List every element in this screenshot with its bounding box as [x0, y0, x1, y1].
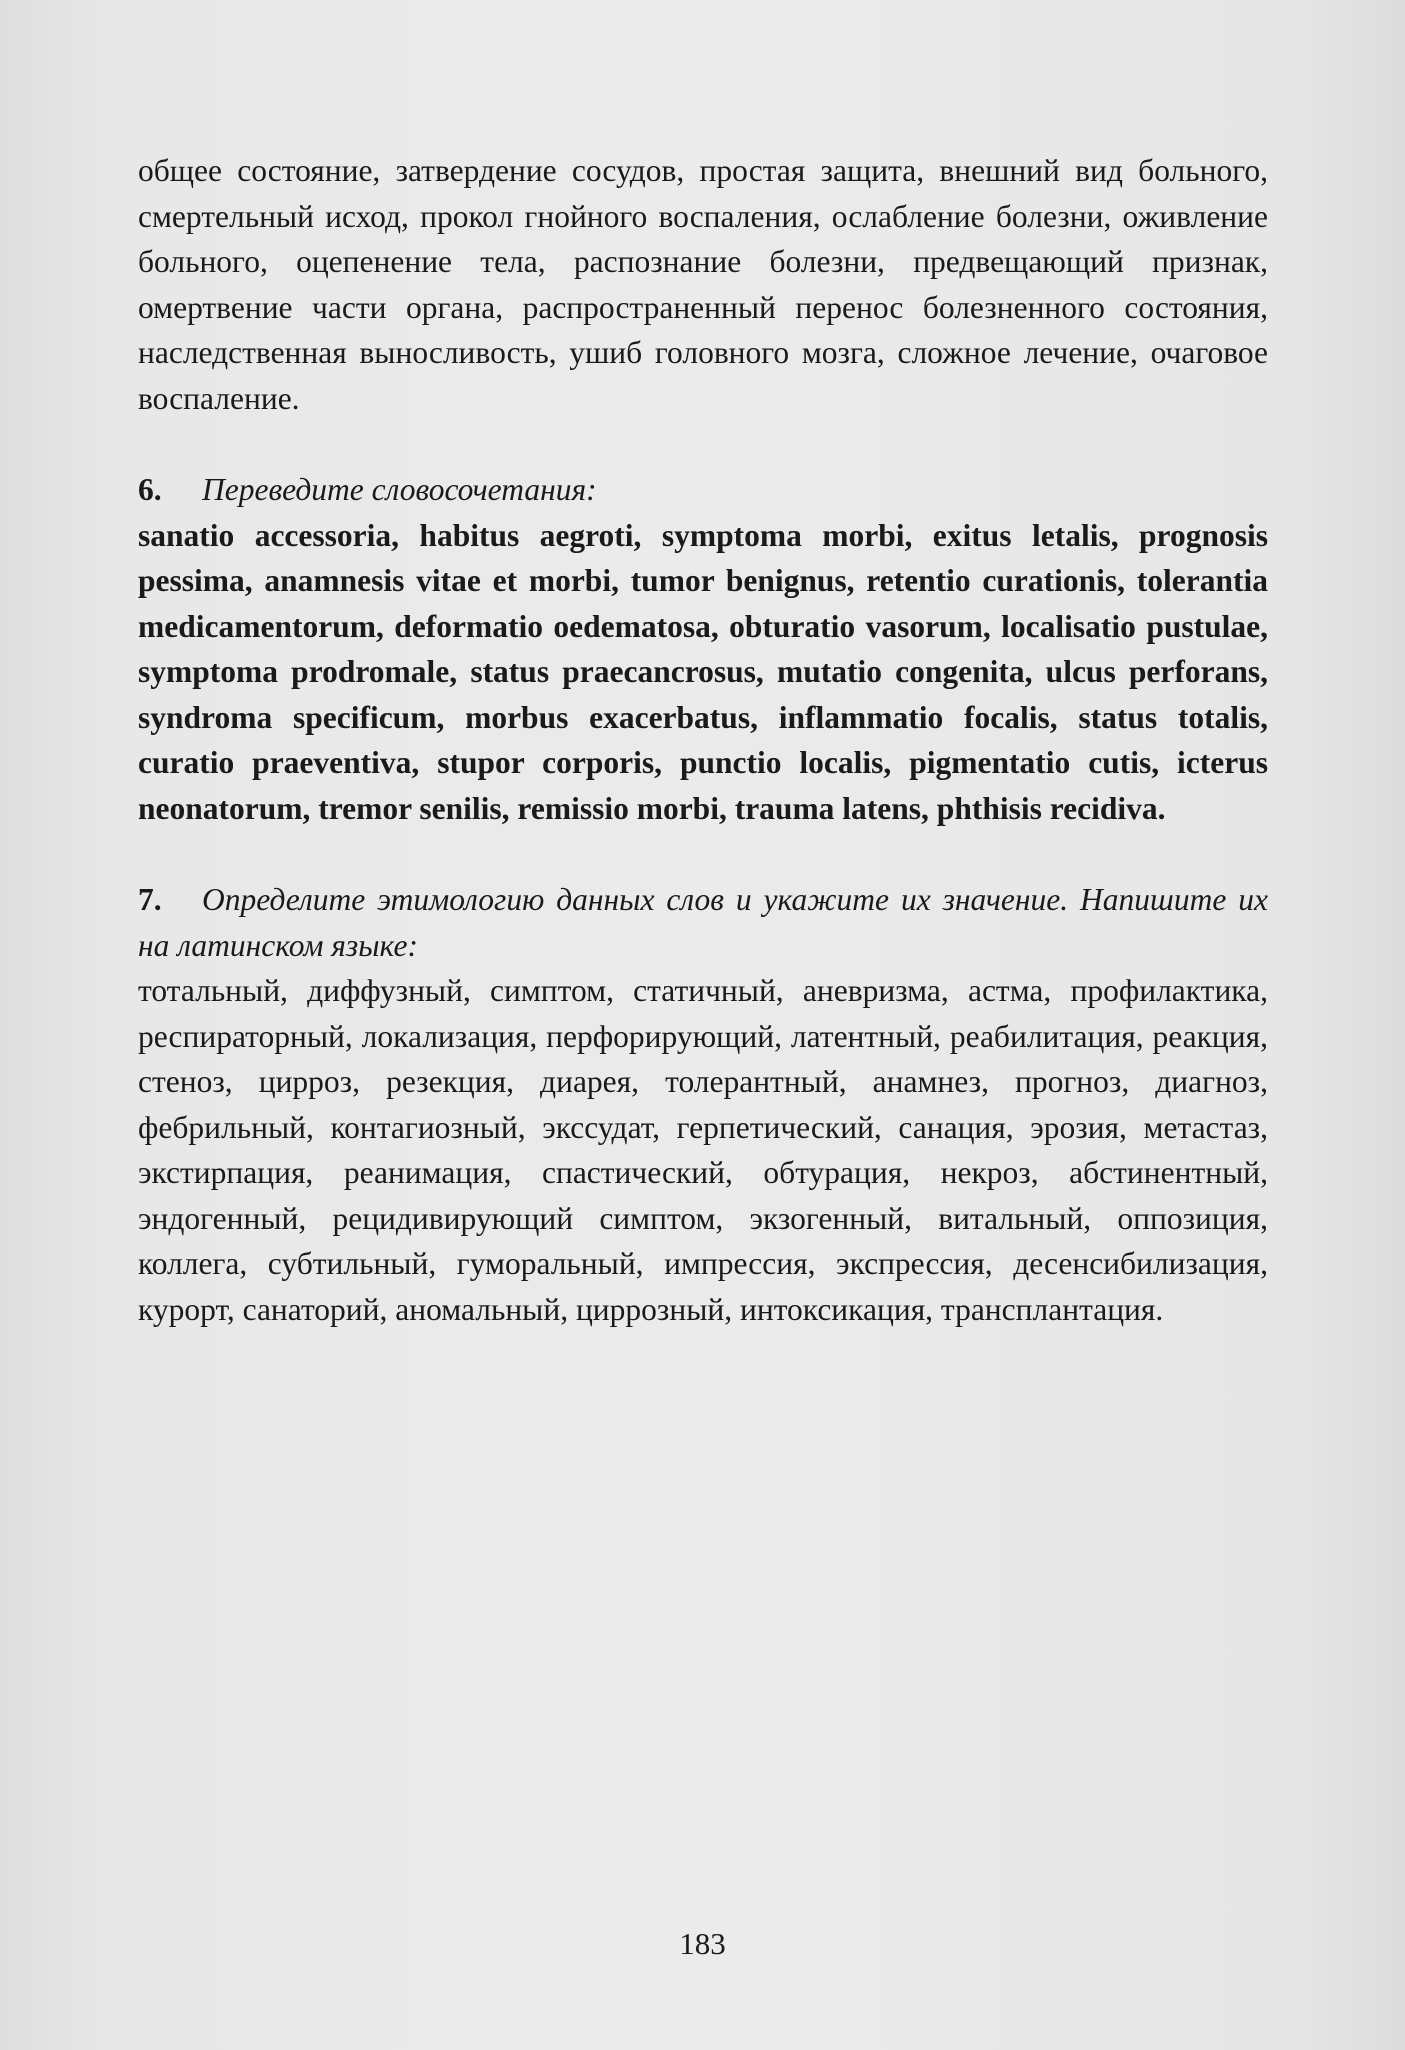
spacer: [138, 831, 1268, 877]
intro-paragraph: общее состояние, затвердение сосудов, простая защита, внешний вид больного, смертельный исход, прокол гнойного воспаления, ослабление болезни, оживление больного, оцепенение тела, распознание болезни, предвещающий признак, омертвение части органа, распространенный перенос болезненного состояния, наследственная выносливость, ушиб головного мозга, сложное лечение, очаговое воспаление.: [138, 153, 1268, 416]
task-6-prompt: Переведите словосочетания:: [202, 472, 597, 507]
page-number: 183: [679, 1926, 726, 1961]
spacer: [138, 421, 1268, 467]
text-column: [138, 148, 1268, 1332]
task-7-number: 7.: [138, 882, 162, 917]
task-7-word-list: тотальный, диффузный, симптом, статичный, аневризма, астма, профилактика, респираторный, локализация, перфорирующий, латентный, реабилитация, реакция, стеноз, цирроз, резекция, диарея, толерантный, анамнез, прогноз, диагноз, фебрильный, контагиозный, экссудат, герпетический, санация, эрозия, метастаз, экстирпация, реанимация, спастический, обтурация, некроз, абстинентный, эндогенный, рецидивирующий симптом, экзогенный, витальный, оппозиция, коллега, субтильный, гуморальный, импрессия, экспрессия, десенсибилизация, курорт, санаторий, аномальный, циррозный, интоксикация, трансплантация.: [138, 973, 1268, 1327]
task-6-heading: [138, 467, 1268, 513]
task-6-latin-terms: sanatio accessoria, habitus aegroti, symptoma morbi, exitus letalis, prognosis pessima, anamnesis vitae et morbi, tumor benignus, retentio curationis, tolerantia medicamentorum, deformatio oedematosa, obturatio vasorum, localisatio pustulae, symptoma prodromale, status praecancrosus, mutatio congenita, ulcus perforans, syndroma specificum, morbus exacerbatus, inflammatio focalis, status totalis, curatio praeventiva, stupor corporis, punctio localis, pigmentatio cutis, icterus neonatorum, tremor senilis, remissio morbi, trauma latens, phthisis recidiva.: [138, 517, 1268, 826]
task-6-number: 6.: [138, 472, 162, 507]
task-7-prompt: Определите этимологию данных слов и укажите их значение. Напишите их на латинском языке:: [138, 882, 1268, 963]
task-7-heading: [138, 877, 1268, 968]
